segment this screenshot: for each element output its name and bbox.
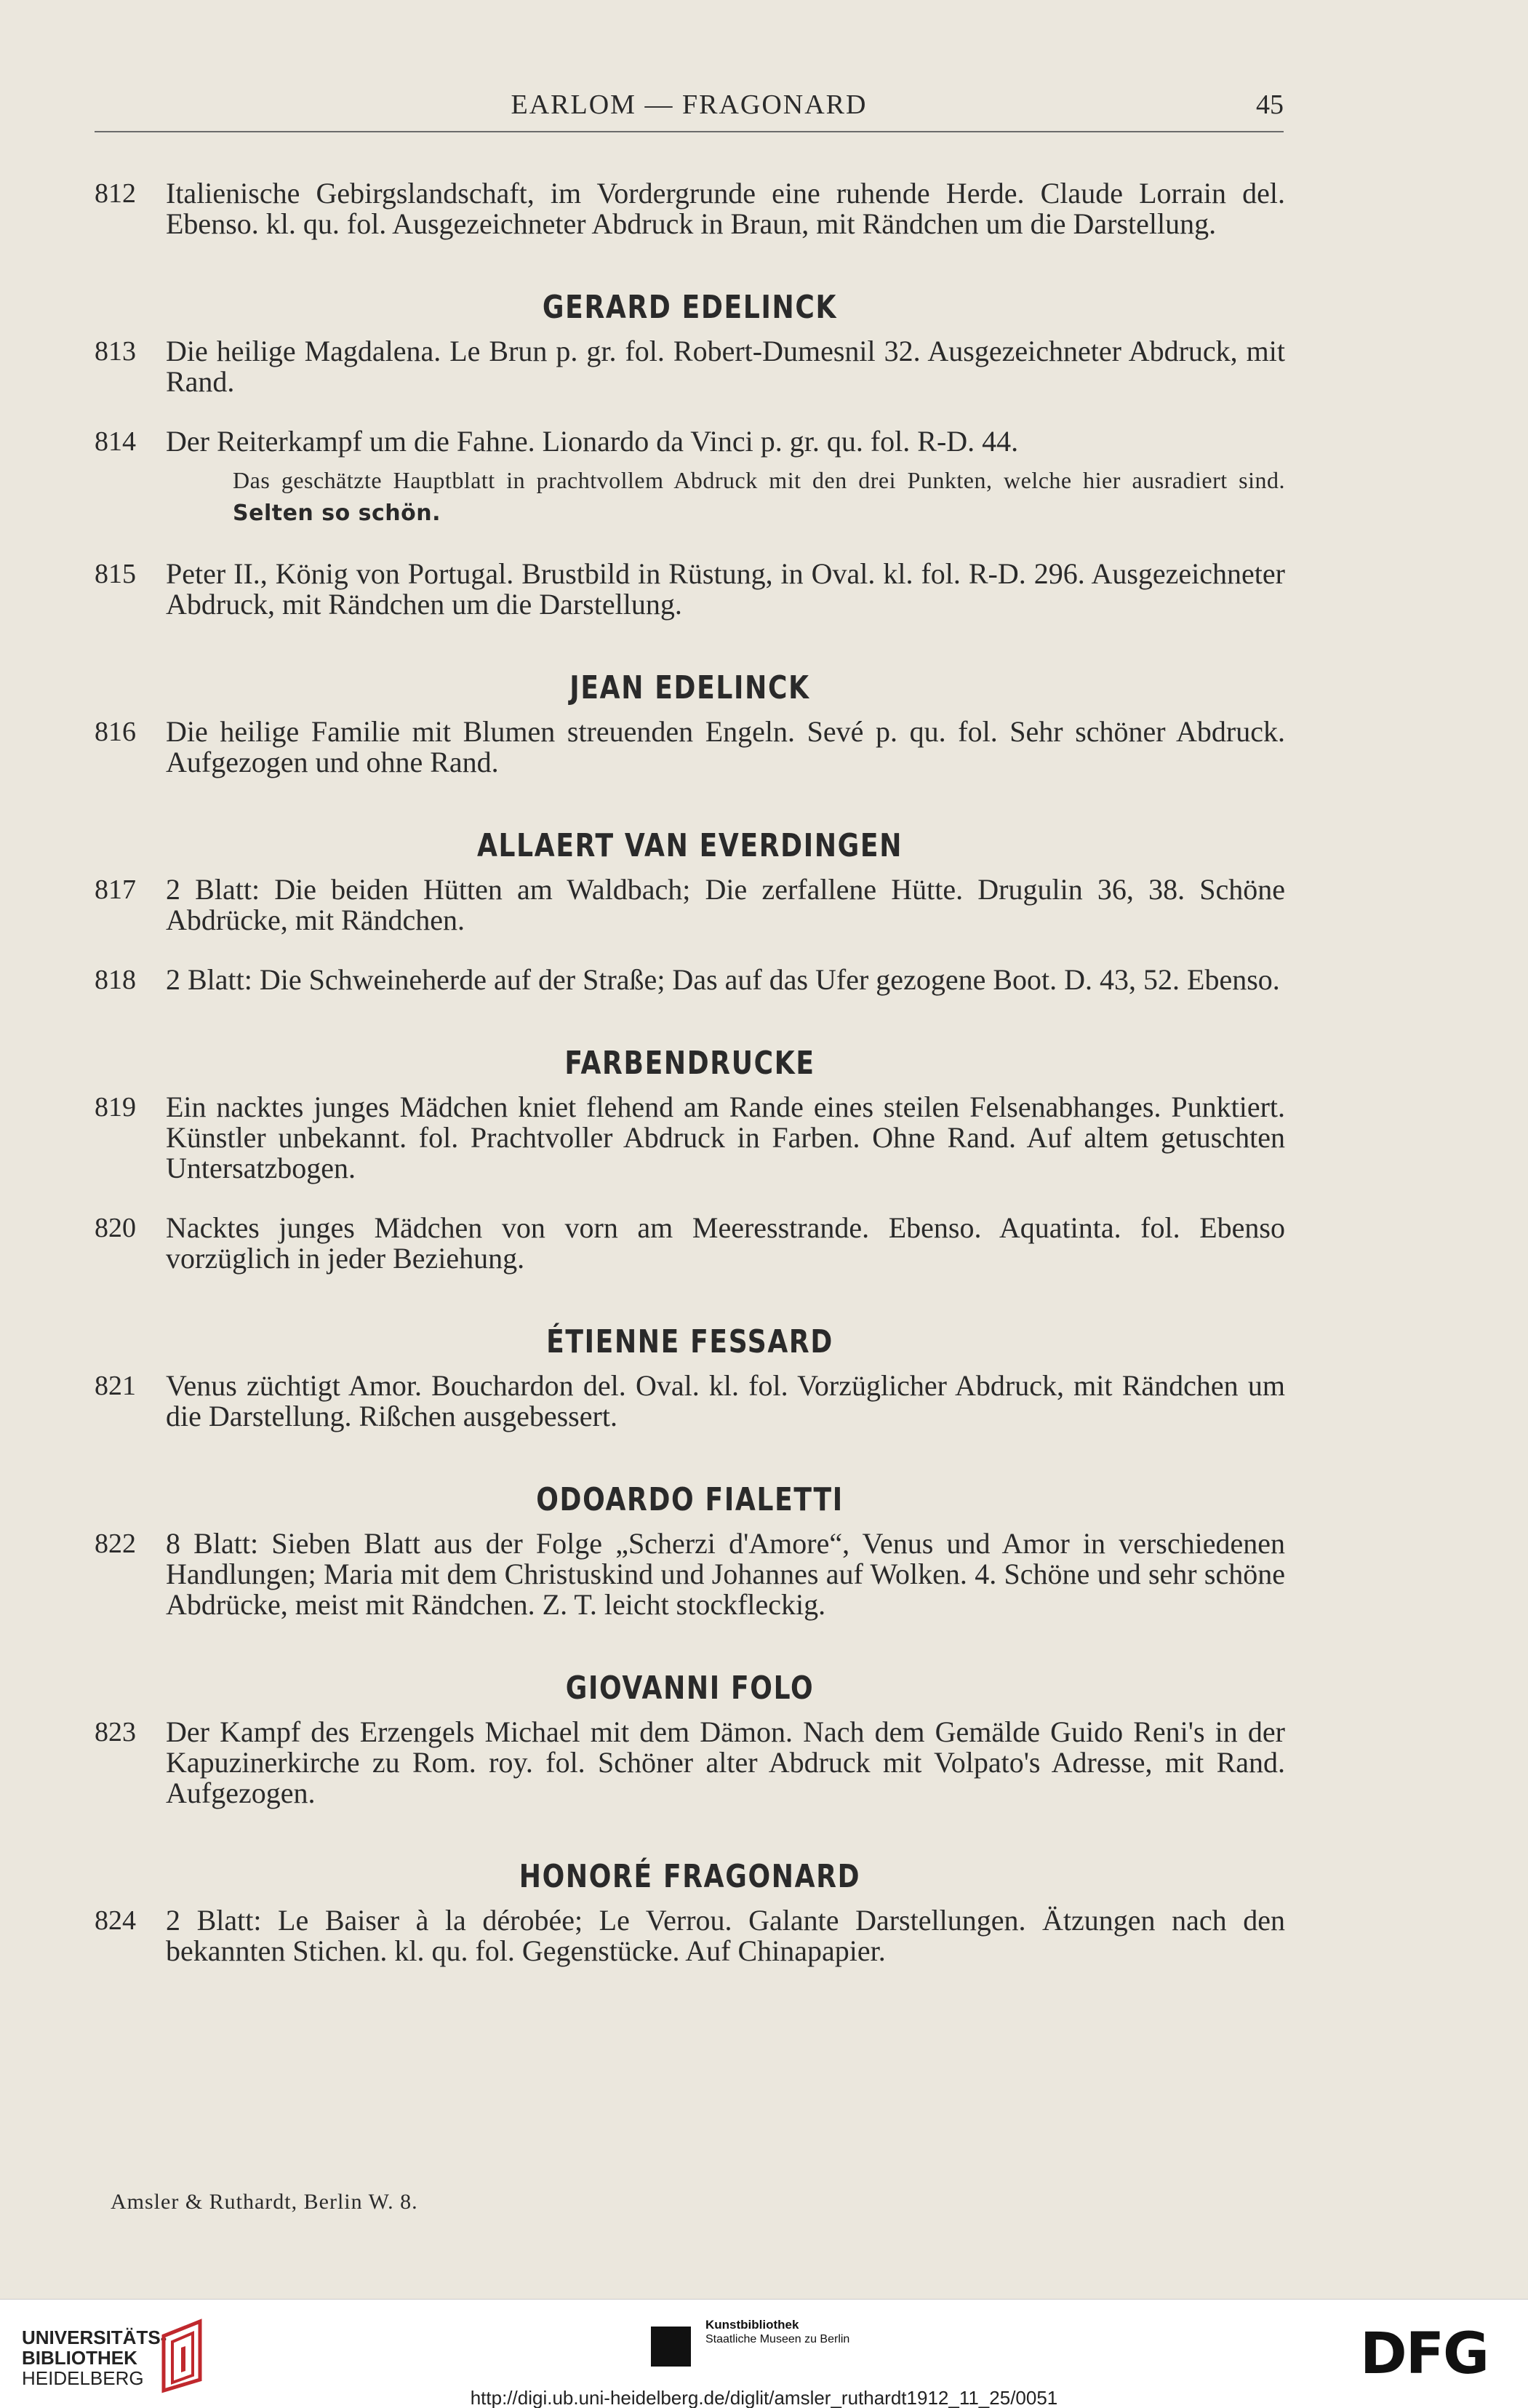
kb-title: Kunstbibliothek xyxy=(705,2318,799,2332)
ub-line-2: BIBLIOTHEK xyxy=(22,2347,137,2369)
lot-description: Italienische Gebirgslandschaft, im Vordergrunde eine ruhende Herde. Claude Lorrain del. Ebenso. kl. qu. fol. Ausgezeichneter Abdruck in Braun, mit Rändchen um die Darstellung. xyxy=(166,177,1285,240)
artist-heading: GERARD EDELINCK xyxy=(542,289,838,326)
section-heading: FARBENDRUCKE xyxy=(564,1045,815,1082)
page-number: 45 xyxy=(1256,89,1284,120)
lot-number: 813 xyxy=(95,336,136,367)
lot-description: 2 Blatt: Le Baiser à la dérobée; Le Verrou. Galante Darstellungen. Ätzungen nach den bekannten Stichen. kl. qu. fol. Gegenstücke. Auf Chinapapier. xyxy=(166,1904,1285,1967)
artist-heading: ALLAERT VAN EVERDINGEN xyxy=(476,827,903,864)
ub-logo-icon xyxy=(156,2314,215,2394)
lot-number: 819 xyxy=(95,1092,136,1123)
artist-heading: ODOARDO FIALETTI xyxy=(536,1481,844,1518)
catalog-entry-812 xyxy=(95,178,1285,239)
lot-number: 812 xyxy=(95,178,136,209)
lot-description: Nacktes junges Mädchen von vorn am Meeresstrande. Ebenso. Aquatinta. fol. Ebenso vorzüglich in jeder Beziehung. xyxy=(166,1211,1285,1275)
catalog-entry-823 xyxy=(95,1717,1285,1809)
lot-number: 815 xyxy=(95,559,136,589)
note-emphasis: Selten so schön. xyxy=(233,501,441,526)
lot-description: Die heilige Familie mit Blumen streuenden Engeln. Sevé p. qu. fol. Sehr schöner Abdruck. Aufgezogen und ohne Rand. xyxy=(166,715,1285,778)
catalog-content xyxy=(95,178,1285,1966)
lot-number: 821 xyxy=(95,1371,136,1401)
lot-description: Peter II., König von Portugal. Brustbild in Rüstung, in Oval. kl. fol. R-D. 296. Ausgezeichneter Abdruck, mit Rändchen um die Darstellung. xyxy=(166,557,1285,621)
catalog-entry-813 xyxy=(95,336,1285,397)
catalog-entry-817 xyxy=(95,874,1285,936)
artist-heading: GIOVANNI FOLO xyxy=(565,1670,815,1707)
lot-number: 823 xyxy=(95,1717,136,1747)
lot-description: 2 Blatt: Die Schweineherde auf der Straße; Das auf das Ufer gezogene Boot. D. 43, 52. Ebenso. xyxy=(166,963,1280,996)
artist-heading: HONORÉ FRAGONARD xyxy=(519,1858,861,1895)
dfg-logo[interactable]: DFG xyxy=(1360,2321,1489,2387)
lot-number: 816 xyxy=(95,717,136,747)
lot-number: 817 xyxy=(95,874,136,905)
lot-note xyxy=(233,464,1285,530)
lot-description: 8 Blatt: Sieben Blatt aus der Folge „Scherzi d'Amore“, Venus und Amor in verschiedenen Handlungen; Maria mit dem Christuskind und Johannes auf Wolken. 4. Schöne und sehr schöne Abdrücke, meist mit Rändchen. Z. T. leicht stockfleckig. xyxy=(166,1527,1285,1621)
lot-description: Die heilige Magdalena. Le Brun p. gr. fol. Robert-Dumesnil 32. Ausgezeichneter Abdruck, mit Rand. xyxy=(166,335,1285,398)
catalog-entry-815 xyxy=(95,559,1285,620)
lot-description: Der Kampf des Erzengels Michael mit dem Dämon. Nach dem Gemälde Guido Reni's in der Kapuzinerkirche zu Rom. roy. fol. Schöner alter Abdruck mit Volpato's Adresse, mit Rand. Aufgezogen. xyxy=(166,1715,1285,1809)
catalog-entry-819 xyxy=(95,1092,1285,1184)
catalog-entry-816 xyxy=(95,717,1285,778)
lot-number: 820 xyxy=(95,1213,136,1243)
note-text: Das geschätzte Hauptblatt in prachtvollem Abdruck mit den drei Punkten, welche hier ausradiert sind. xyxy=(233,467,1285,493)
ub-line-3: HEIDELBERG xyxy=(22,2367,144,2389)
lot-number: 824 xyxy=(95,1905,136,1936)
lot-description: 2 Blatt: Die beiden Hütten am Waldbach; Die zerfallene Hütte. Drugulin 36, 38. Schöne Abdrücke, mit Rändchen. xyxy=(166,873,1285,936)
university-library-logo[interactable] xyxy=(22,2327,167,2388)
publisher-imprint: Amsler & Ruthardt, Berlin W. 8. xyxy=(111,2190,418,2214)
catalog-entry-822 xyxy=(95,1528,1285,1620)
catalog-entry-820 xyxy=(95,1213,1285,1274)
ub-line-1: UNIVERSITÄTS- xyxy=(22,2327,167,2348)
kb-subtitle: Staatliche Museen zu Berlin xyxy=(705,2333,850,2345)
catalog-entry-814 xyxy=(95,426,1285,457)
lot-number: 822 xyxy=(95,1528,136,1559)
artist-heading: JEAN EDELINCK xyxy=(569,669,810,706)
page-header xyxy=(95,89,1284,132)
lot-number: 818 xyxy=(95,965,136,995)
permalink-url[interactable]: http://digi.ub.uni-heidelberg.de/diglit/amsler_ruthardt1912_11_25/0051 xyxy=(470,2387,1058,2408)
lot-description: Ein nacktes junges Mädchen kniet flehend am Rande eines steilen Felsenabhanges. Punktiert. Künstler unbekannt. fol. Prachtvoller Abdruck in Farben. Ohne Rand. Auf altem getuschten Untersatzbogen. xyxy=(166,1091,1285,1184)
lot-number: 814 xyxy=(95,426,136,457)
lot-description: Venus züchtigt Amor. Bouchardon del. Oval. kl. fol. Vorzüglicher Abdruck, mit Rändchen um die Darstellung. Rißchen ausgebessert. xyxy=(166,1369,1285,1432)
kunstbibliothek-icon xyxy=(651,2327,691,2367)
artist-heading: ÉTIENNE FESSARD xyxy=(546,1323,833,1360)
lot-description: Der Reiterkampf um die Fahne. Lionardo da Vinci p. gr. qu. fol. R-D. 44. xyxy=(166,425,1019,458)
catalog-entry-821 xyxy=(95,1371,1285,1432)
catalog-entry-824 xyxy=(95,1905,1285,1966)
digitization-footer xyxy=(0,2299,1528,2408)
catalog-entry-818 xyxy=(95,965,1285,995)
running-title: EARLOM — FRAGONARD xyxy=(511,89,868,120)
